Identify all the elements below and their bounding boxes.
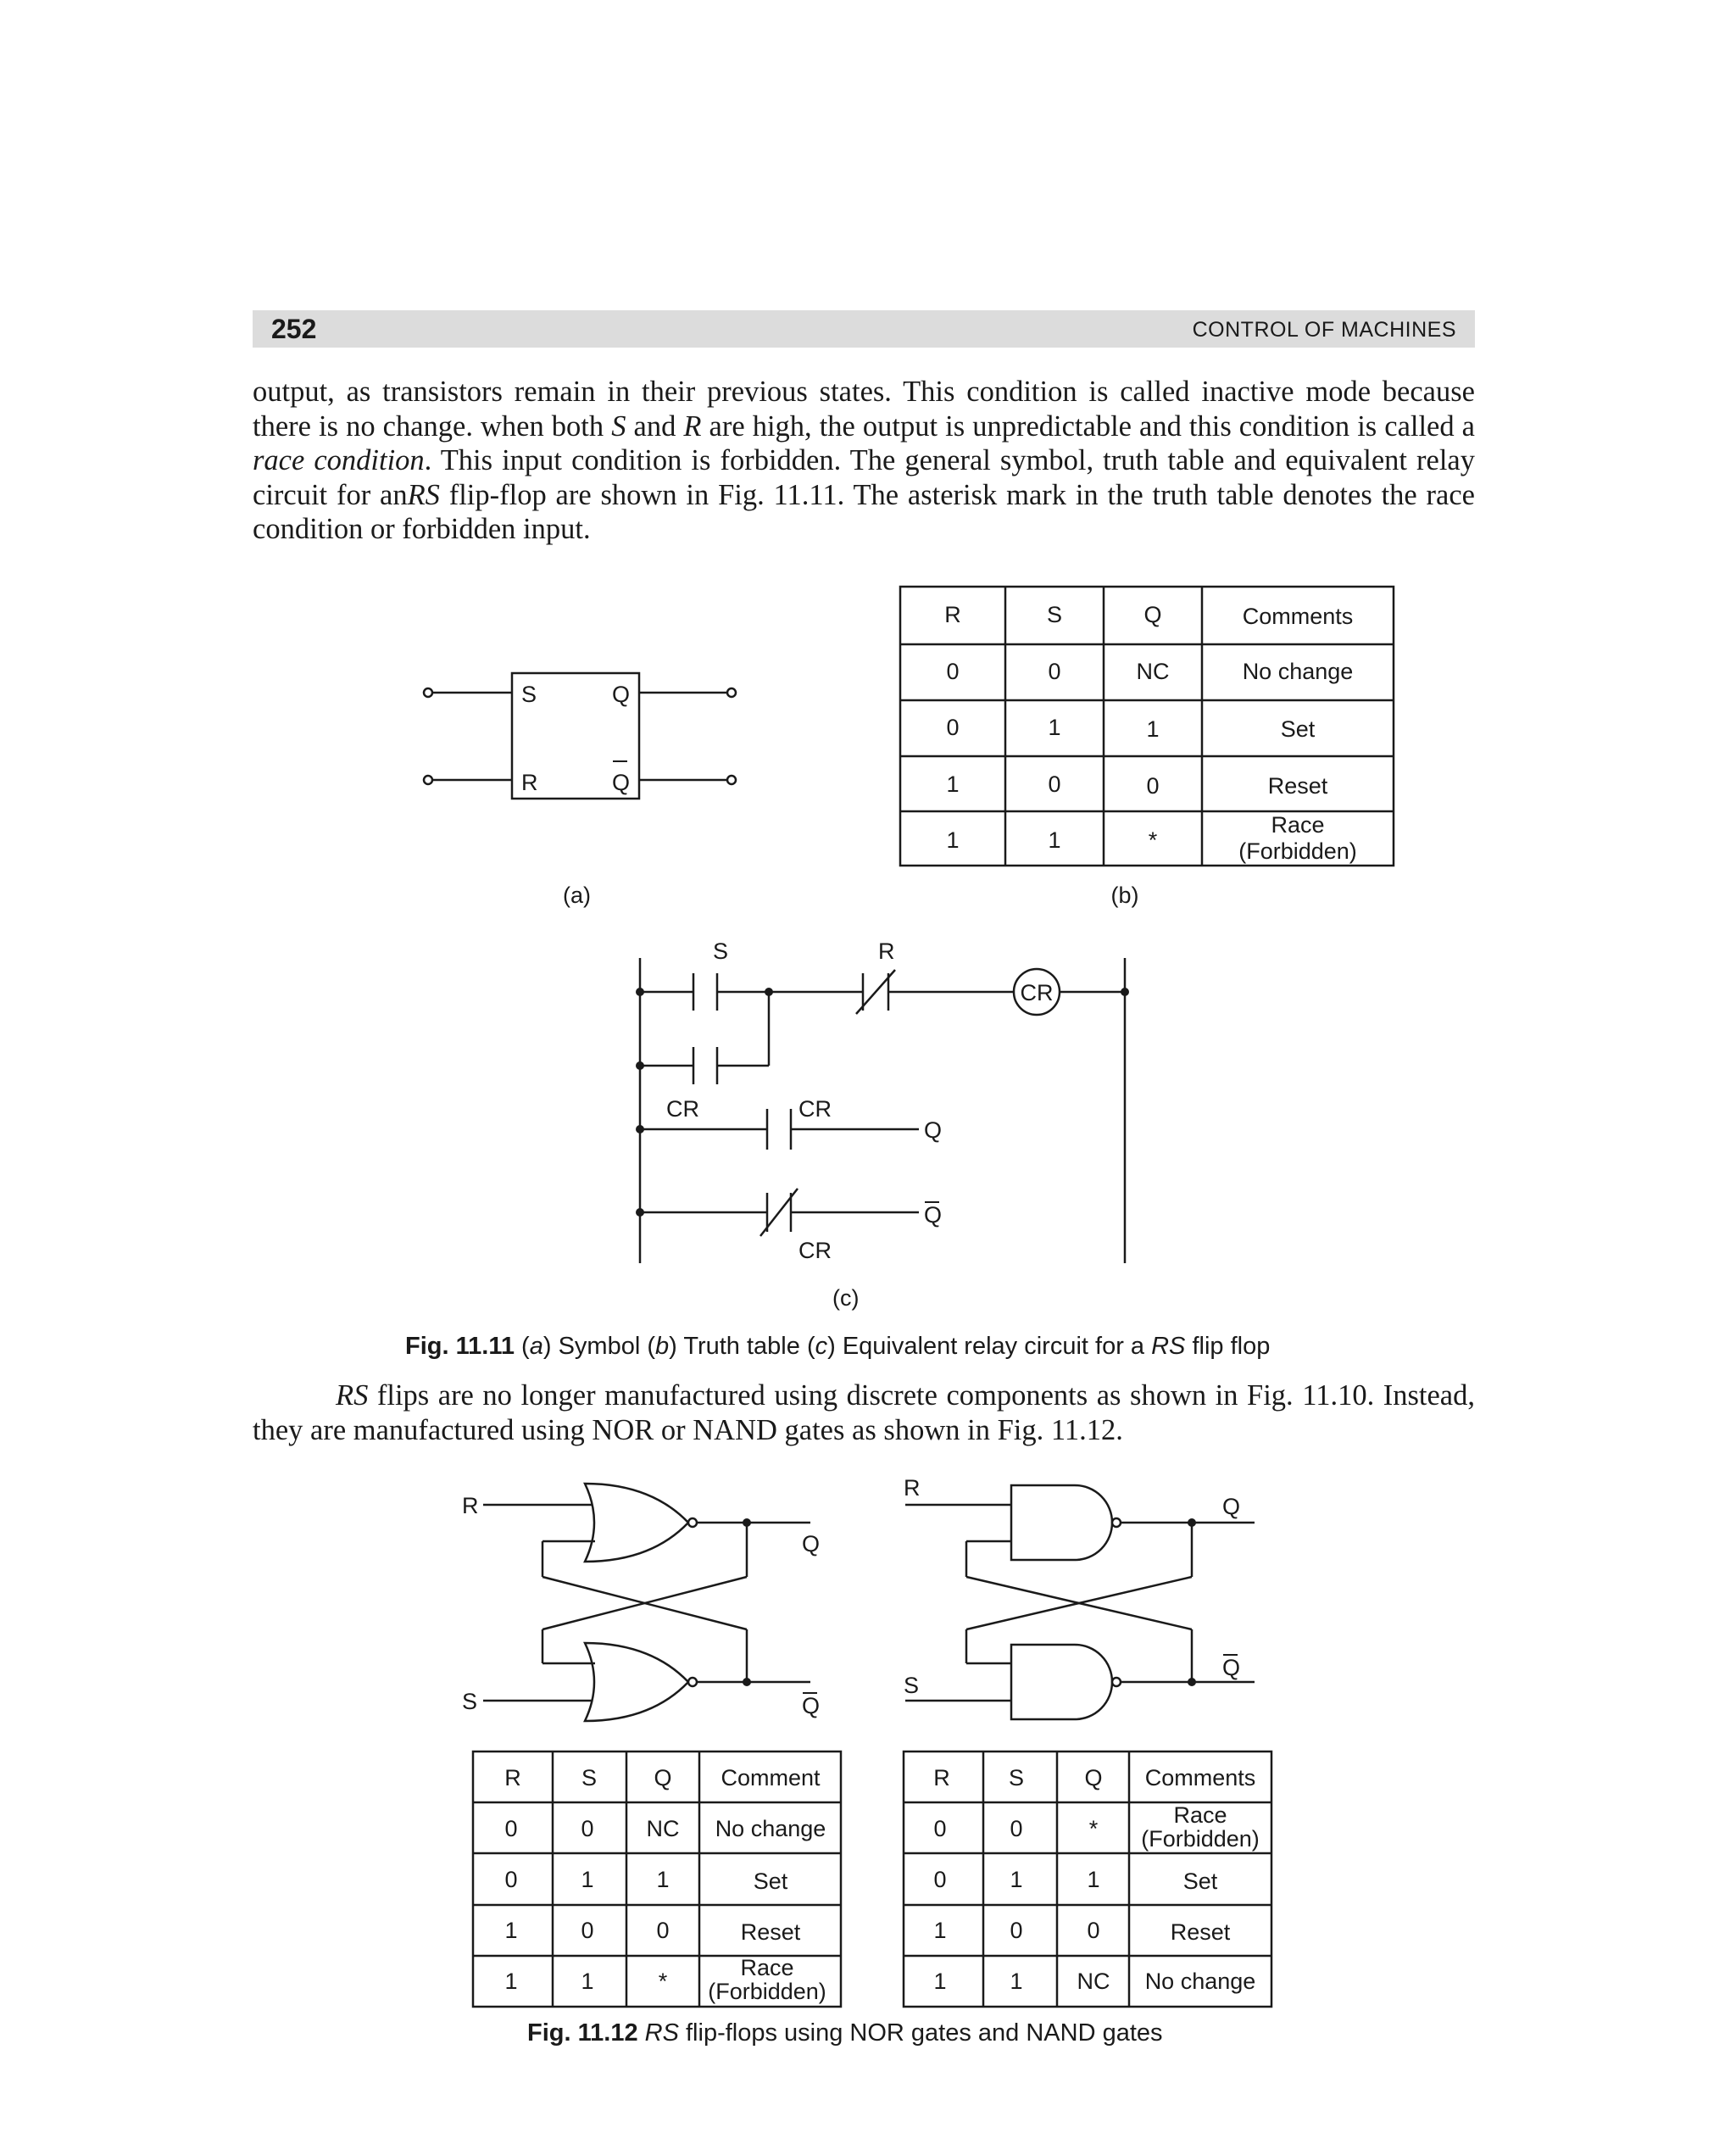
page-number: 252 <box>271 314 317 344</box>
nor-tt-cell: (Forbidden) <box>708 1979 826 2004</box>
nand-tt-cell: 0 <box>933 1867 947 1892</box>
no-contact-label: CR <box>798 1096 832 1122</box>
nor-tt-cell: No change <box>715 1816 826 1841</box>
tt-cell: * <box>1148 827 1158 853</box>
nor-tt-cell: 1 <box>504 1918 518 1943</box>
nor-tt-header: Comment <box>721 1765 821 1790</box>
nor-s-label: S <box>462 1689 478 1714</box>
nand-tt-cell: * <box>1088 1816 1099 1841</box>
relay-qbar-output: Q <box>924 1202 943 1228</box>
tt-header-s: S <box>1046 602 1063 627</box>
nand-gate-bottom <box>1011 1645 1112 1719</box>
nand-qbar-label: Q <box>1222 1655 1241 1680</box>
nand-tt-cell: 0 <box>1010 1816 1023 1841</box>
nor-tt-cell: Set <box>753 1868 788 1894</box>
relay-q-output: Q <box>924 1117 943 1143</box>
seal-in-label: CR <box>666 1096 699 1122</box>
nand-tt-header: S <box>1008 1765 1025 1790</box>
nor-tt-header: Q <box>654 1765 672 1790</box>
nand-tt-header: Q <box>1084 1765 1103 1790</box>
running-head: CONTROL OF MACHINES <box>1192 318 1456 342</box>
tt-cell: 0 <box>946 715 960 740</box>
nor-tt-cell: Race <box>740 1955 794 1980</box>
tt-cell: 1 <box>1048 827 1061 853</box>
tt-header-r: R <box>944 602 961 627</box>
fig-a-label: (a) <box>563 883 591 908</box>
nand-tt-cell: 1 <box>933 1918 947 1943</box>
nand-tt-cell: 0 <box>1010 1918 1023 1943</box>
tt-cell: Set <box>1280 716 1316 742</box>
nor-tt-cell: 1 <box>581 1969 594 1994</box>
tt-cell: 0 <box>946 659 960 684</box>
tt-cell: Race <box>1271 812 1325 838</box>
nand-tt-cell: (Forbidden) <box>1141 1826 1260 1852</box>
tt-cell: 1 <box>1146 716 1160 742</box>
tt-cell: 1 <box>1048 715 1061 740</box>
symbol-qbar-label: Q <box>612 770 631 795</box>
nor-tt-cell: 1 <box>504 1969 518 1994</box>
nand-tt-cell: 1 <box>933 1969 947 1994</box>
nand-s-label: S <box>904 1673 920 1698</box>
nand-tt-cell: Set <box>1182 1868 1218 1894</box>
nand-truth-table <box>904 1752 1271 2007</box>
tt-cell: 1 <box>946 771 960 797</box>
nor-tt-cell: 0 <box>656 1918 670 1943</box>
nor-tt-cell: NC <box>646 1816 680 1841</box>
nand-latch-diagram <box>904 1475 1255 1719</box>
tt-cell: 0 <box>1146 773 1160 799</box>
fig-b-label: (b) <box>1110 883 1139 908</box>
nand-r-label: R <box>904 1475 921 1501</box>
nor-tt-cell: 1 <box>656 1867 670 1892</box>
nand-tt-cell: 1 <box>1010 1969 1023 1994</box>
nor-qbar-label: Q <box>802 1693 821 1718</box>
race-condition-term: race condition <box>253 444 425 476</box>
terminal-qbar <box>727 776 736 784</box>
symbol-s-label: S <box>521 682 537 707</box>
nand-tt-cell: No change <box>1144 1969 1256 1994</box>
nor-tt-cell: Reset <box>740 1919 801 1945</box>
nand-tt-header: Comments <box>1144 1765 1256 1790</box>
nand-q-label: Q <box>1222 1494 1241 1519</box>
nor-truth-table <box>473 1752 841 2007</box>
terminal-q <box>727 688 736 697</box>
nor-tt-cell: 0 <box>581 1816 594 1841</box>
nor-tt-cell: 0 <box>581 1918 594 1943</box>
tt-cell: 0 <box>1048 771 1061 797</box>
nand-tt-cell: 0 <box>933 1816 947 1841</box>
nand-tt-cell: Race <box>1173 1802 1227 1828</box>
tt-cell: 0 <box>1048 659 1061 684</box>
fig-c-label: (c) <box>832 1285 860 1311</box>
nand-tt-cell: 1 <box>1087 1867 1100 1892</box>
nand-tt-cell: NC <box>1077 1969 1110 1994</box>
nand-tt-header: R <box>933 1765 950 1790</box>
nor-tt-header: S <box>581 1765 598 1790</box>
body-paragraph-2: RS flips are no longer manufactured using discrete components as shown in Fig. 11.10. Instead, they are manufactured using NOR or NAND gates as shown in Fig. 11.12. <box>253 1379 1475 1446</box>
tt-cell: 1 <box>946 827 960 853</box>
nor-tt-cell: * <box>658 1969 668 1994</box>
tt-cell: Reset <box>1267 773 1328 799</box>
terminal-s <box>424 688 432 697</box>
tt-cell: NC <box>1136 659 1170 684</box>
relay-s-label: S <box>713 938 729 964</box>
body-paragraph-1: output, as transistors remain in their previous states. This condition is called inactive mode because there is no change. when both S and R are high, the output is unpredictable and this condition is called a race condition. This input condition is forbidden. The general symbol, truth table and equivalent relay circuit for anRS flip-flop are shown in Fig. 11.11. The asterisk mark in the truth table denotes the race condition or forbidden input. <box>253 376 1475 545</box>
nor-tt-cell: 1 <box>581 1867 594 1892</box>
nor-tt-cell: 0 <box>504 1816 518 1841</box>
figure-caption-11-12: Fig. 11.12 RS flip-flops using NOR gates and NAND gates <box>527 2019 1163 2047</box>
nand-gate-top <box>1011 1485 1112 1560</box>
relay-r-label: R <box>878 938 895 964</box>
tt-header-q: Q <box>1143 602 1162 627</box>
nor-latch-diagram <box>462 1484 820 1721</box>
nor-tt-cell: 0 <box>504 1867 518 1892</box>
nor-tt-header: R <box>504 1765 521 1790</box>
nor-gate-bottom <box>585 1643 688 1721</box>
tt-cell: (Forbidden) <box>1238 838 1357 864</box>
tt-cell: No change <box>1242 659 1354 684</box>
symbol-q-label: Q <box>612 682 631 707</box>
nand-tt-cell: 0 <box>1087 1918 1100 1943</box>
coil-label: CR <box>1020 980 1054 1005</box>
tt-header-comments: Comments <box>1242 604 1354 629</box>
terminal-r <box>424 776 432 784</box>
truth-table-11-11 <box>900 587 1394 908</box>
nor-q-label: Q <box>802 1531 821 1557</box>
rs-flipflop-symbol <box>424 673 736 908</box>
relay-ladder-circuit <box>636 938 1129 1311</box>
nand-tt-cell: Reset <box>1170 1919 1231 1945</box>
nor-gate-top <box>585 1484 688 1562</box>
nor-r-label: R <box>462 1493 479 1518</box>
symbol-r-label: R <box>521 770 538 795</box>
nc-contact-label: CR <box>798 1238 832 1263</box>
nand-tt-cell: 1 <box>1010 1867 1023 1892</box>
figure-caption-11-11: Fig. 11.11 (a) Symbol (b) Truth table (c) Equivalent relay circuit for a RS flip flop <box>405 1333 1271 1360</box>
